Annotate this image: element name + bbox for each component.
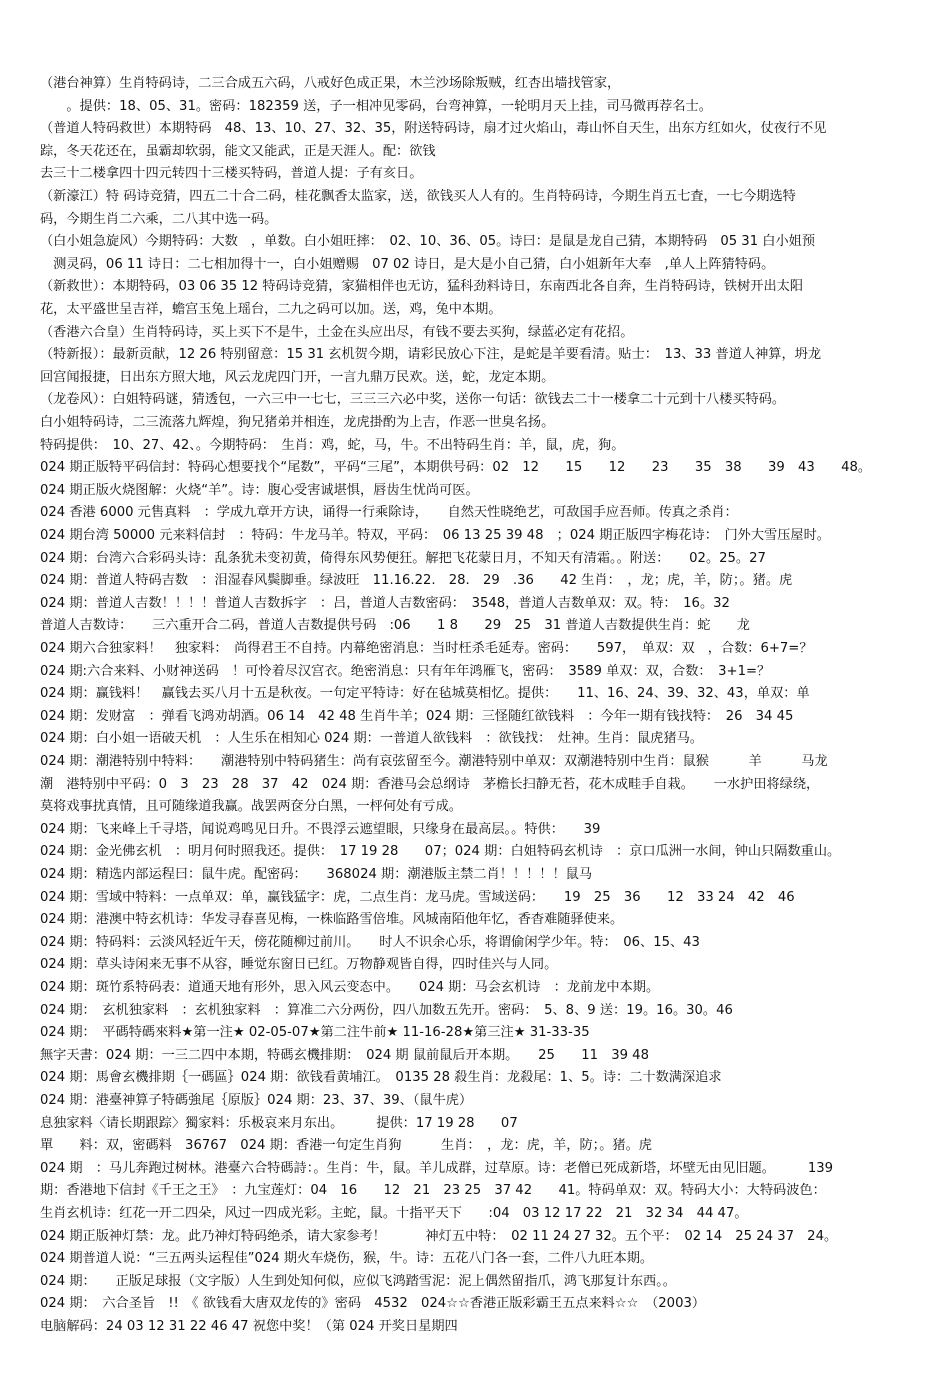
text-line: 生肖玄机诗：红花一开二四朵，风过一四成光彩。主蛇，鼠。十指平天下 :04 03 12 17 22 21 32 34 44 47。 [40,1206,748,1221]
text-line: （普道人特码救世）本期特码 48、13、10、27、32、35，附送特码诗，扇才过火焰山，毒山怀自天生，出东方红如火，仗夜行不见 [40,121,827,137]
text-line: （港台神算）生肖特码诗，二三合成五六码，八戒好色成正果，木兰沙场除叛贼，红杏出墙找管家， [40,76,621,91]
text-line: 024 期：特码料：云淡风轻近午天，傍花随柳过前川。 时人不识余心乐，将谓偷闲学少年。特： 06、15、43 [40,934,700,950]
text-line: 024 期：台湾六合彩码头诗：乱条犹未变初黄，倚得东风势便狂。解把飞花蒙日月，不知天有清霜。。附送： 02。25。27 [40,550,766,566]
text-line: 024 期：斑竹系特码表：道通天地有形外，思入风云变态中。 024 期：马会玄机诗 ：龙前龙中本期。 [40,980,660,995]
text-line: 。提供：18、05、31。密码：182359 送，子一相冲见零码，台弯神算，一轮明月天上挂，司马微再荐名士。 [40,98,712,114]
text-line: 测灵码，06 11 诗日：二七相加得十一，白小姐赠赐 07 02 诗日，是大是小自己猜，白小姐新年大奉 ,单人上阵猜特码。 [40,256,775,272]
text-line: 024 期台湾 50000 元来料信封 ：特码：牛龙马羊。特双，平码： 06 13 25 39 48 ；024 期正版四字梅花诗： 门外大雪压屋时。 [40,528,830,543]
text-line: 踪，冬天花还在，虽霸却软弱，能文又能武，正是天涯人。配：欲钱 [40,143,436,159]
text-line: 码，今期生肖二六乘，二八其中选一码。 [40,211,278,227]
text-line: 無字天書：024 期：一三二四中本期，特碼玄機排期： 024 期 鼠前鼠后开本期。 25 11 39 48 [40,1047,649,1063]
text-line: 024 期：潮港特别中特料： 潮港特别中特码猪生：尚有哀弦留至今。潮港特别中单双：双潮港特别中生肖：鼠猴 羊 马龙 [40,754,828,769]
text-line: （特新报）：最新贡献，12 26 特别留意：15 31 玄机贺今期，请彩民放心下注，是蛇是羊要看清。贴士： 13、33 普道人神算，坍龙 [40,347,822,363]
text-line: 024 期：金光佛玄机 ：明月何时照我还。提供： 17 19 28 07；024 期：白姐特码玄机诗 ：京口瓜洲一水间，钟山只隔数重山。 [40,844,841,860]
text-line: 024 期： 玄机独家料 ：玄机独家料 ：算准二六分两份，四八加数五先开。密码： 5、8、9 送：19。16。30。46 [40,1002,733,1018]
text-line: 024 期六合独家料！ 独家料： 尚得君王不自持。内幕绝密消息：当时枉杀毛延寿。密码： 597， 单双：双 ，合数：6+7=？ [40,641,813,656]
text-line: 潮 港特别中平码：0 3 23 28 37 42 024 期：香港马会总纲诗 茅檐长扫静无苔，花木成畦手自栽。 一水护田将绿绕， [40,776,820,792]
text-line: 024 期：草头诗闲来无事不从容，睡觉东窗日已红。万物静观皆自得，四时佳兴与人同。 [40,957,558,973]
text-line: 024 期： 平碼特碼來料★第一注★ 02-05-07★第二注牛前★ 11-16-28★第三注★ 31-33-35 [40,1025,590,1041]
text-line: 024 期正版特平码信封：特码心想要找个“尾数”，平码“三尾”，本期供号码：02 12 15 12 23 35 38 39 43 48。 [40,460,872,476]
text-line: （新救世）：本期特码，03 06 35 12 特码诗竞猜，家猫相伴也无访，猛科劲料诗日，东南西北各自奔，生肖特码诗，铁树开出太阳 [40,279,804,295]
text-line: 024 期：发财富 ：弹看飞鸿劝胡酒。06 14 42 48 生肖牛羊；024 期：三怪随红欲钱料 ：今年一期有钱找特： 26 34 45 [40,708,794,724]
text-line: 024 期： 六合圣旨 !! 《 欲钱看大唐双龙传的》密码 4532 024☆☆香港正版彩霸王五点来料☆☆ （2003） [40,1296,706,1312]
text-line: 024 期：馬會玄機排期｛一碼區｝024 期：欲钱看黄埔江。 0135 28 殺生肖：龙殺尾：1、5。诗：二十数满深追求 [40,1070,722,1086]
text-line: 024 期正版火烧图解：火烧“羊”。诗：腹心受害诚堪惧，唇齿生忧尚可医。 [40,482,479,498]
text-line: 去三十二楼拿四十四元转四十三楼买特码，普道人提：子有亥日。 [40,166,423,182]
text-line: 024 期：白小姐一语破天机 ：人生乐在相知心 024 期：一普道人欲钱料 ：欲钱找： 灶神。生肖：鼠虎猪马。 [40,731,703,747]
text-line: （香港六合皇）生肖特码诗，买上买下不是牛，土金在头应出尽，有钱不要去买狗，绿蓝必定有花招。 [40,324,634,340]
text-line: 期：香港地下信封《千王之王》 ：九宝莲灯：04 16 12 21 23 25 37 42 41。特码单双：双。特码大小：大特码波色： [40,1183,826,1199]
text-line: 024 期：赢钱料！ 赢钱去买八月十五是秋夜。一句定平特诗：好在毡城莫相忆。提供： 11、16、24、39、32、43，单双：单 [40,686,810,702]
text-line: 024 期正版神灯禁：龙。此乃神灯特码绝杀，请大家参考！ 神灯五中特： 02 11 24 27 32。五个平： 02 14 25 24 37 24。 [40,1228,838,1244]
text-line: 024 期：飞来峰上千寻塔，闻说鸡鸣见日升。不畏浮云遮望眼，只缘身在最高层。。特供： 39 [40,821,601,837]
text-line: 普道人吉数诗： 三六重开合二码，普道人吉数提供号码 :06 1 8 29 25 31 普道人吉数提供生肖：蛇 龙 [40,618,750,634]
text-line: 單 料：双，密碼料 36767 024 期：香港一句定生肖狗 生肖： ，龙：虎，羊，防；。猪。虎 [40,1138,652,1154]
text-line: 024 香港 6000 元售真料 ：学成九章开方诀，诵得一行乘除诗， 自然天性晓绝艺，可敌国手应吾师。传真之杀肖： [40,505,738,521]
text-line: 电脑解码：24 03 12 31 22 46 47 祝您中奖！（第 024 开奖日星期四 [40,1319,458,1334]
text-line: 024 期:六合来料、小财神送码 ！可怜着尽汉宫衣。绝密消息：只有年年鸿雁飞，密码： 3589 单双：双，合数： 3+1=？ [40,663,771,679]
text-line: 莫将戏事扰真情，且可随缘道我赢。战罢两奁分白黑，一枰何处有亏成。 [40,799,462,815]
text-line: 024 期：普道人特码吉数 ：泪湿春风鬓脚垂。绿波旺 11.16.22. 28. 29 .36 42 生肖： ，龙；虎，羊，防；。猪。虎 [40,573,793,589]
text-line: 024 期：精选内部运程曰：鼠牛虎。配密码： 368024 期：潮港版主禁二肖！！！！！鼠马 [40,867,593,882]
text-line: 024 期：港澳中特玄机诗：华发寻春喜见梅，一株临路雪倍堆。风城南陌他年忆，香杳难随驿使来。 [40,912,624,928]
text-line: （新濠江）特 码诗竞猜，四五二十合二码，桂花飘香太监家，送，欲钱买人人有的。生肖特码诗，今期生肖五七査，一七今期选特 [40,189,796,204]
text-line: （白小姐急旋风）今期特码：大数 ，单数。白小姐旺摔： 02、10、36、05。诗曰：是鼠是龙自己猜，本期特码 05 31 白小姐预 [40,234,816,250]
text-line: 024 期：普道人吉数！！！！普道人吉数拆字 ：吕，普道人吉数密码： 3548，普道人吉数单双：双。特： 16。32 [40,595,730,611]
text-line: 回宫闻报捷，日出东方照大地，风云龙虎四门开，一言九鼎万民欢。送，蛇，龙定本期。 [40,369,555,385]
text-line: 024 期普道人说：“三五两头运程佳”024 期火车烧伤，猴，牛。诗：五花八门各一套，二件八九旺本期。 [40,1251,654,1267]
text-line: 特码提供： 10、27、42、。今期特码： 生肖：鸡，蛇，马，牛。不出特码生肖：羊，鼠，虎，狗。 [40,437,625,453]
text-line: 花，太平盛世呈吉祥，蟾宫玉兔上瑶台，二九之码可以加。送，鸡，兔中本期。 [40,302,502,317]
text-line: 息独家料〈请长期跟踪〉獨家料：乐极哀来月东出。 提供：17 19 28 07 [40,1115,518,1131]
text-line: 024 期：港臺神算子特碼強尾｛原版｝024 期：23、37、39、（鼠牛虎） [40,1093,473,1108]
text-line: （龙卷风）：白姐特码谜，猜透包，一六三中一七七，三三三六必中奖，送你一句话：欲钱去二十一楼拿二十元到十八楼买特码。 [40,392,786,408]
text-line: 024 期： 正版足球报（文字版）人生到处知何似，应似飞鸿踏雪泥：泥上偶然留指爪，鸿飞那复计东西。。 [40,1273,676,1289]
text-line: 024 期 ：马儿奔跑过树林。港臺六合特碼詩：。生肖：牛，鼠。羊儿成群，过草原。诗：老僧已死成新塔，坏壁无由见旧题。 139 [40,1160,834,1176]
text-line: 白小姐特码诗，二三流落九辉煌，狗兄猪弟并相连，龙虎掛酌为上吉，作恶一世臭名扬。 [40,415,555,430]
text-line: 024 期：雪域中特料：一点单双：单，赢钱猛字：虎，二点生肖：龙马虎。雪域送码： 19 25 36 12 33 24 42 46 [40,889,795,905]
